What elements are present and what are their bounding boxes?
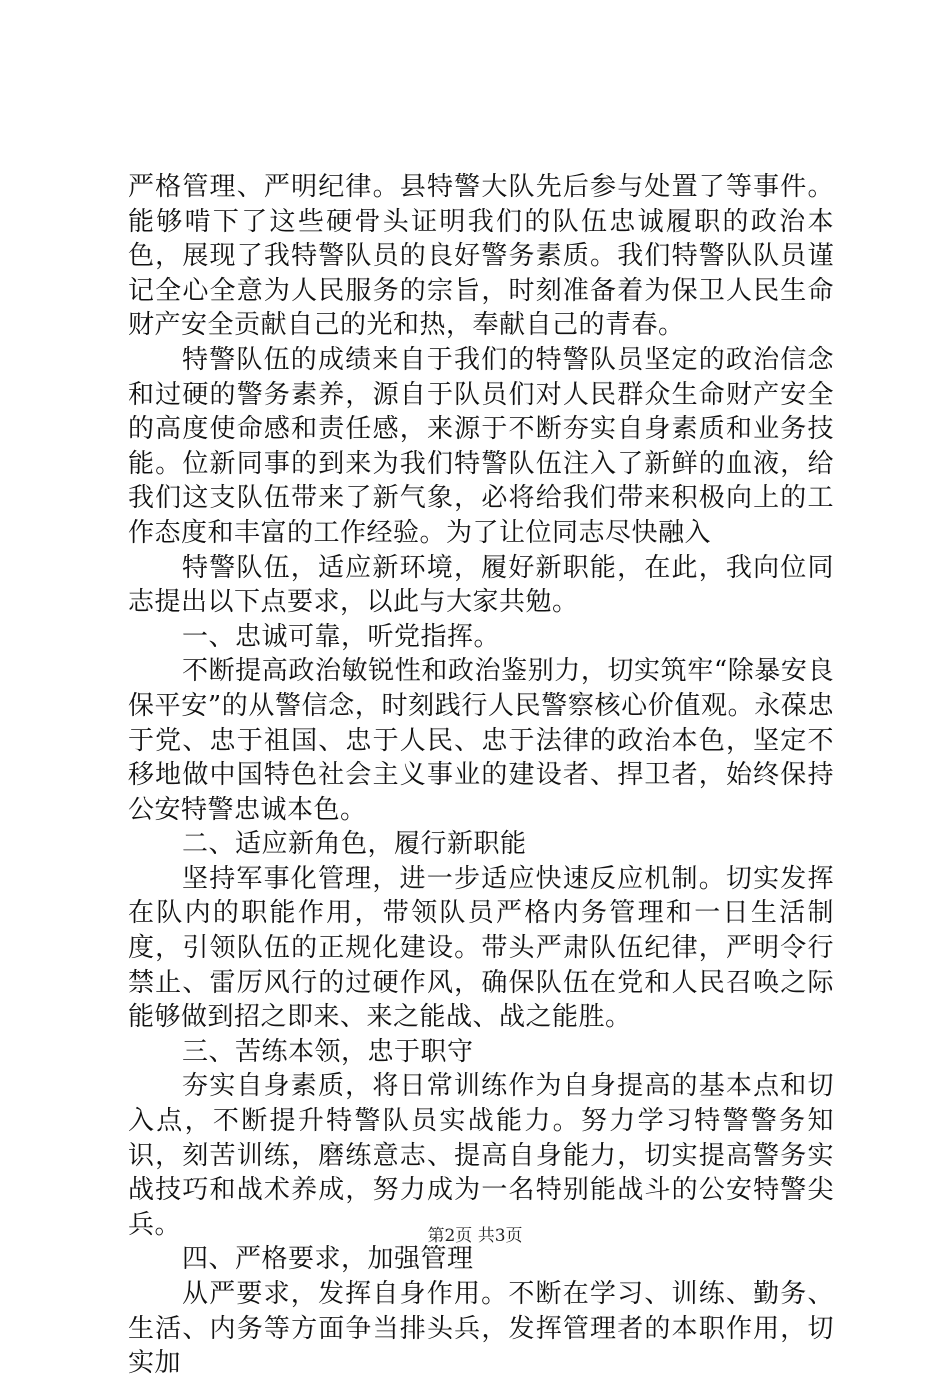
section-heading-1: 一、忠诚可靠，听党指挥。 bbox=[182, 621, 501, 652]
body-paragraph-7: 从严要求，发挥自身作用。不断在学习、训练、勤务、生活、内务等方面争当排头兵，发挥管理者的本职作用，切实加 bbox=[128, 1279, 834, 1379]
body-paragraph-3: 特警队伍，适应新环境，履好新职能，在此，我向位同志提出以下点要求，以此与大家共勉。 bbox=[128, 552, 834, 618]
body-paragraph-1: 严格管理、严明纪律。县特警大队先后参与处置了等事件。能够啃下了这些硬骨头证明我们的队伍忠诚履职的政治本色，展现了我特警队员的良好警务素质。我们特警队队员谨记全心全意为人民服务的宗旨，时刻准备着为保卫人民生命财产安全贡献自己的光和热，奉献自己的青春。 bbox=[128, 172, 834, 341]
section-heading-4: 四、严格要求，加强管理 bbox=[182, 1244, 474, 1275]
page-number-footer: 第2页 共3页 bbox=[427, 1226, 523, 1246]
body-paragraph-2: 特警队伍的成绩来自于我们的特警队员坚定的政治信念和过硬的警务素养，源自于队员们对人民群众生命财产安全的高度使命感和责任感，来源于不断夯实自身素质和业务技能。位新同事的到来为我们特警队伍注入了新鲜的血液，给我们这支队伍带来了新气象，必将给我们带来积极向上的工作态度和丰富的工作经验。为了让位同志尽快融入 bbox=[128, 344, 834, 548]
section-heading-3: 三、苦练本领，忠于职守 bbox=[182, 1036, 474, 1067]
body-paragraph-4: 不断提高政治敏锐性和政治鉴别力，切实筑牢“除暴安良保平安”的从警信念，时刻践行人民警察核心价值观。永葆忠于党、忠于祖国、忠于人民、忠于法律的政治本色，坚定不移地做中国特色社会主义事业的建设者、捍卫者，始终保持公安特警忠诚本色。 bbox=[128, 656, 834, 825]
body-paragraph-5: 坚持军事化管理，进一步适应快速反应机制。切实发挥在队内的职能作用，带领队员严格内务管理和一日生活制度，引领队伍的正规化建设。带头严肃队伍纪律，严明令行禁止、雷厉风行的过硬作风，确保队伍在党和人民召唤之际能够做到招之即来、来之能战、战之能胜。 bbox=[128, 863, 834, 1033]
document-body bbox=[128, 170, 834, 1381]
body-paragraph-6: 夯实自身素质，将日常训练作为自身提高的基本点和切入点，不断提升特警队员实战能力。努力学习特警警务知识，刻苦训练，磨练意志、提高自身能力，切实提高警务实战技巧和战术养成，努力成为一名特别能战斗的公安特警尖兵。 bbox=[128, 1071, 834, 1240]
section-heading-2: 二、适应新角色，履行新职能 bbox=[182, 829, 527, 860]
